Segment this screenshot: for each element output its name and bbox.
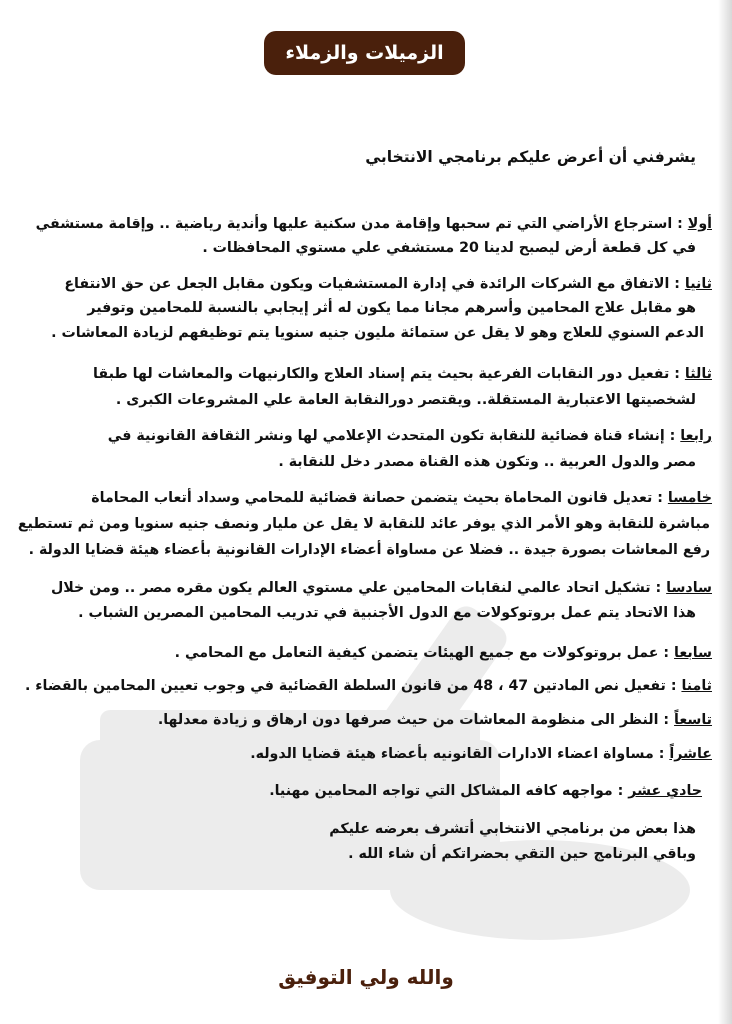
item-4-line-2: مصر والدول العربية .. وتكون هذه القناة مصدر دخل للنقابة . <box>278 454 696 470</box>
item-7-line-1 <box>175 645 712 661</box>
item-text: : تعديل قانون المحاماة بحيث يتضمن حصانة قضائية للمحامي وسداد أتعاب المحاماة <box>91 490 668 506</box>
item-2-line-3: الدعم السنوي للعلاج وهو لا يقل عن ستمائة مليون جنيه سنويا يتم توظيفهم لزيادة المعاشات . <box>51 325 704 341</box>
page-title: الزميلات والزملاء <box>264 31 465 75</box>
item-label: رابعا <box>680 428 712 444</box>
gavel-watermark-icon <box>20 560 720 980</box>
page-edge-shadow <box>718 0 732 1024</box>
item-text: : عمل بروتوكولات مع جميع الهيئات يتضمن كيفية التعامل مع المحامي . <box>174 645 675 661</box>
item-4-line-1 <box>108 428 712 444</box>
closing-line-1: هذا بعض من برنامجي الانتخابي أتشرف بعرضه عليكم <box>329 821 696 837</box>
item-1-line-1 <box>36 216 712 232</box>
signoff: والله ولي التوفيق <box>278 965 454 989</box>
item-8-line-1 <box>25 678 712 694</box>
item-text: : استرجاع الأراضي التي تم سحبها وإقامة مدن سكنية عليها وأندية رياضية .. وإقامة مستشفي <box>35 216 688 232</box>
item-6-line-2: هذا الاتحاد يتم عمل بروتوكولات مع الدول الأجنبية في تدريب المحامين المصرين الشباب . <box>78 605 696 621</box>
item-text: : النظر الى منظومة المعاشات من حيث صرفها دون ارهاق و زيادة معدلها. <box>157 712 675 728</box>
item-3-line-1 <box>93 366 712 382</box>
item-text: : تشكيل اتحاد عالمي لنقابات المحامين علي مستوي العالم يكون مقره مصر .. ومن خلال <box>50 580 667 596</box>
item-label: أولا <box>687 216 712 232</box>
item-label: تاسعاً <box>674 712 712 728</box>
item-label: ثامنا <box>681 678 712 694</box>
item-5-line-3: رفع المعاشات بصورة جيدة .. فضلا عن مساواة أعضاء الإدارات القانونية بأعضاء هيئة قضايا الدولة . <box>28 542 710 558</box>
item-3-line-2: لشخصيتها الاعتبارية المستقلة.. ويقتصر دورالنقابة العامة علي المشروعات الكبرى . <box>115 392 696 408</box>
item-text: : إنشاء قناة فضائية للنقابة تكون المتحدث الإعلامي لها ونشر الثقافة القانونية في <box>107 428 681 444</box>
item-text: : تفعيل نص المادتين 47 ، 48 من قانون السلطة القضائية في وجوب تعيين المحامين بالقضاء . <box>24 678 682 694</box>
item-label: سادسا <box>666 580 712 596</box>
item-1-line-2: في كل قطعة أرض ليصبح لدينا 20 مستشفي علي مستوي المحافظات . <box>202 240 696 256</box>
closing-line-2: وباقي البرنامج حين التقي بحضراتكم أن شاء الله . <box>348 846 696 862</box>
item-10-line-1 <box>250 746 712 762</box>
item-text: : مواجهه كافه المشاكل التي تواجه المحامين مهنيا. <box>269 783 629 799</box>
item-9-line-1 <box>158 712 712 728</box>
item-11-line-1 <box>269 783 702 799</box>
item-6-line-1 <box>51 580 712 596</box>
item-label: عاشراً <box>669 746 712 762</box>
item-text: : تفعيل دور النقابات الفرعية بحيث يتم إسناد العلاج والكارنيهات والمعاشات لها طبقا <box>93 366 685 382</box>
item-text: : مساواة اعضاء الادارات القانونيه بأعضاء هيئة قضايا الدوله. <box>250 746 670 762</box>
item-label: ثالثا <box>684 366 712 382</box>
item-2-line-1 <box>64 276 712 292</box>
item-5-line-2: مباشرة للنقابة وهو الأمر الذي يوفر عائد للنقابة لا يقل عن مليار ونصف جنيه سنويا ومن ثم تستطيع <box>17 516 710 532</box>
item-5-line-1 <box>91 490 712 506</box>
item-label: حادي عشر <box>628 783 702 799</box>
intro-text: يشرفني أن أعرض عليكم برنامجي الانتخابي <box>365 148 696 166</box>
item-label: سابعا <box>674 645 712 661</box>
item-label: ثانيا <box>684 276 712 292</box>
item-label: خامسا <box>667 490 712 506</box>
item-text: : الاتفاق مع الشركات الرائدة في إدارة المستشفيات ويكون مقابل الجعل عن حق الانتفاع <box>64 276 685 292</box>
item-2-line-2: هو مقابل علاج المحامين وأسرهم مجانا مما يكون له أثر إيجابي بالنسبة للمحامين وتوفير <box>87 300 696 316</box>
